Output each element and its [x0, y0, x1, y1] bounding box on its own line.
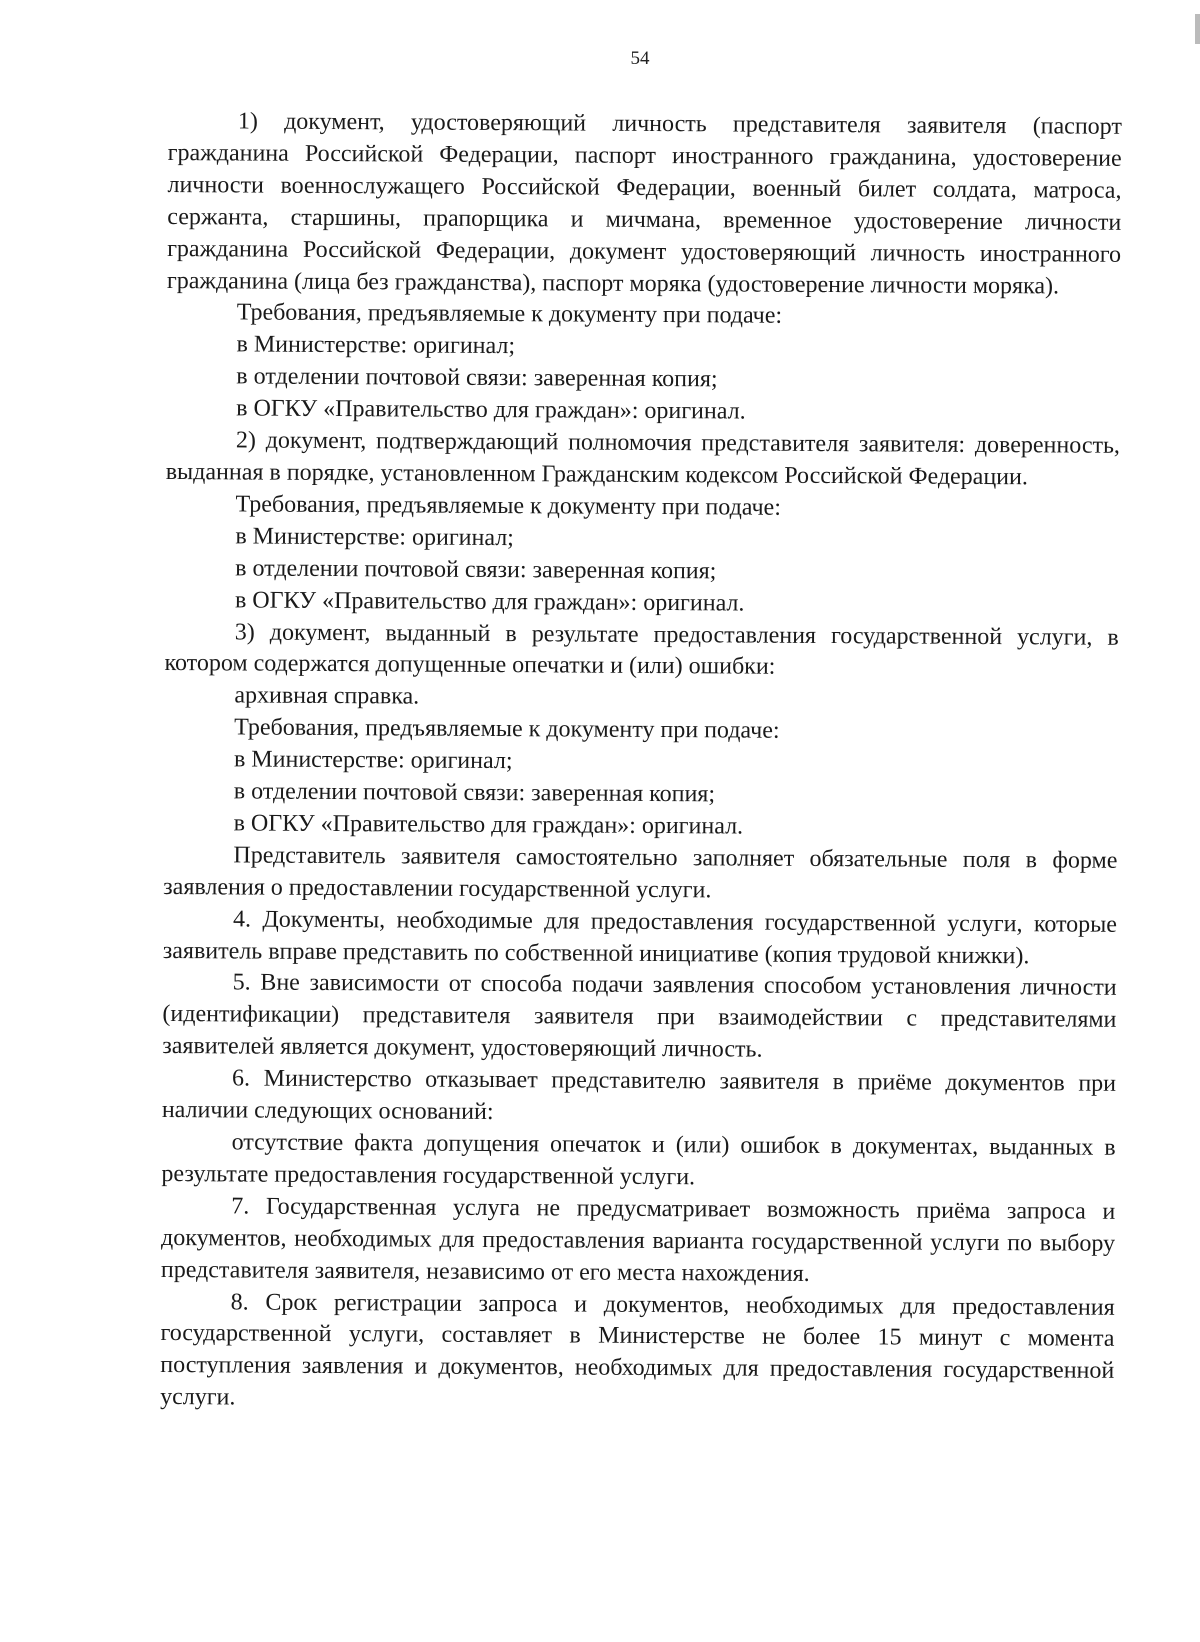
paragraph-post-office: в отделении почтовой связи: заверенная копия; — [236, 363, 718, 393]
paragraph-section-4: 4. Документы, необходимые для предоставления государственной услуги, которые заявитель вправе представить по собственной инициативе (копия трудовой книжки). — [162, 906, 1118, 969]
paragraph-requirements: Требования, предъявляемые к документу при подаче: — [236, 299, 783, 330]
paragraph-section-8: 8. Срок регистрации запроса и документов, необходимых для предоставления государственной услуги, составляет в Министерстве не более 15 минут с момента поступления заявления и документов, необходимых для предоставления государственной услуги. — [160, 1288, 1115, 1411]
paragraph-ministry: в Министерстве: оригинал; — [235, 523, 514, 551]
paragraph-section-6: 6. Министерство отказывает представителю заявителя в приёме документов при наличии следующих оснований: — [161, 1065, 1117, 1126]
paragraph-ogku: в ОГКУ «Правительство для граждан»: оригинал. — [233, 810, 744, 840]
paragraph-post-office: в отделении почтовой связи: заверенная копия; — [233, 778, 716, 808]
paragraph-ogku: в ОГКУ «Правительство для граждан»: оригинал. — [236, 395, 746, 425]
paragraph-section-5: 5. Вне зависимости от способа подачи заявления способом установления личности (идентификации) представителя заявителя при взаимодействии с представителями заявителей является документ, удостоверяющий личность. — [162, 969, 1117, 1063]
paragraph-ministry: в Министерстве: оригинал; — [236, 331, 516, 360]
page-number: 54 — [630, 48, 650, 69]
paragraph-form-fields: Представитель заявителя самостоятельно заполняет обязательные поля в форме заявления о предоставлении государственной услуги. — [163, 842, 1118, 904]
paragraph-ministry: в Министерстве: оригинал; — [233, 746, 513, 775]
paragraph-archive-certificate: архивная справка. — [234, 682, 420, 710]
paragraph-item-1-identity-document: 1) документ, удостоверяющий личность представителя заявителя (паспорт гражданина Российской Федерации, паспорт иностранного гражданина, удостоверение личности военнослужащего Российской Федерации, военный билет солдата, матроса, сержанта, старшины, прапорщика и мичмана, временное удостоверение личности гражданина Российской Федерации, документ удостоверяющий личность иностранного гражданина (лица без гражданства), паспорт моряка (удостоверение личности моряка). — [166, 108, 1122, 299]
paragraph-refusal-ground: отсутствие факта допущения опечаток и (или) ошибок в документах, выданных в результате предоставления государственной услуги. — [161, 1129, 1116, 1191]
paragraph-requirements: Требования, предъявляемые к документу при подаче: — [235, 491, 781, 521]
scan-edge-mark — [1195, 14, 1200, 44]
paragraph-item-2-authority-document: 2) документ, подтверждающий полномочия представителя заявителя: доверенность, выданная в порядке, установленном Гражданским кодексом Российской Федерации. — [165, 427, 1121, 491]
paragraph-ogku: в ОГКУ «Правительство для граждан»: оригинал. — [234, 587, 745, 617]
paragraph-section-7: 7. Государственная услуга не предусматривает возможность приёма запроса и документов, необходимых для предоставления варианта государственной услуги по выбору представителя заявителя, независимо от его места нахождения. — [160, 1193, 1116, 1287]
document-body — [160, 106, 1122, 1420]
paragraph-post-office: в отделении почтовой связи: заверенная копия; — [235, 555, 717, 585]
paragraph-requirements: Требования, предъявляемые к документу при подаче: — [234, 714, 780, 744]
paragraph-item-3-issued-document: 3) документ, выданный в результате предоставления государственной услуги, в котором содержатся допущенные опечатки и (или) ошибки: — [164, 618, 1119, 681]
